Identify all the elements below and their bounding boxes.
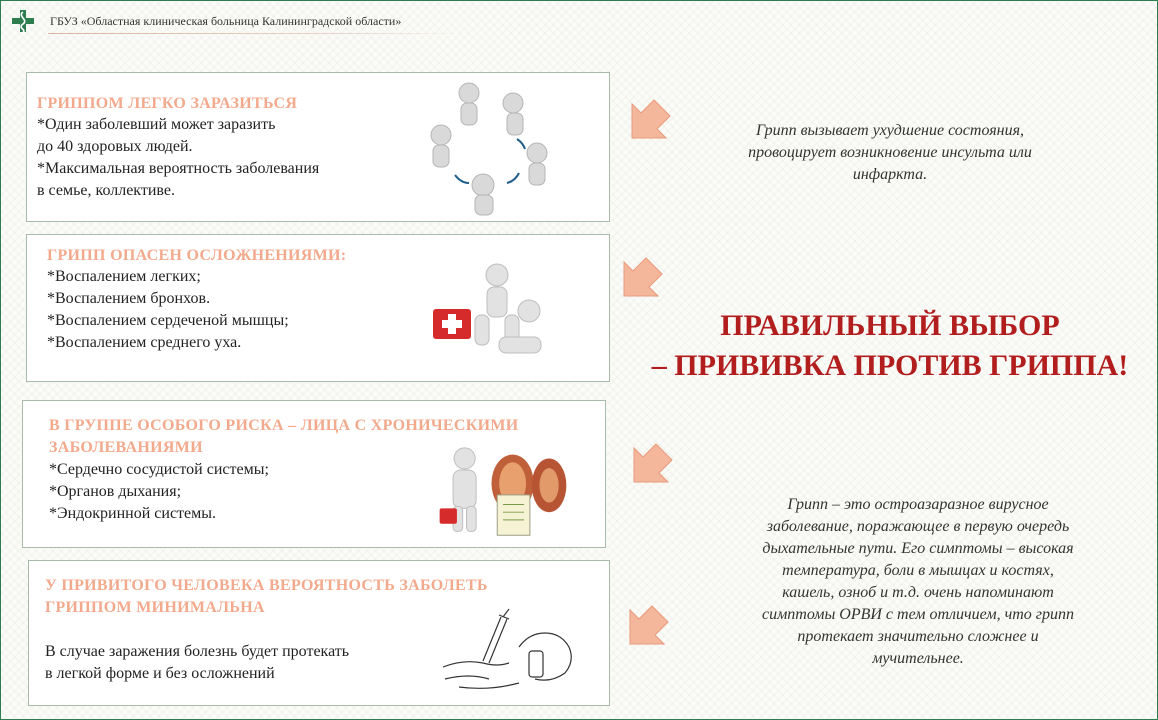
- people-circle-figure: [419, 79, 559, 219]
- box-line: *Эндокринной системы.: [49, 505, 217, 522]
- side-line: кашель, озноб и т.д. очень напоминают: [782, 584, 1054, 601]
- box-line: *Воспалением легких;: [47, 268, 201, 285]
- side-note-bottom: [718, 494, 1118, 670]
- box-line: *Воспалением среднего уха.: [47, 334, 242, 351]
- box-line: *Один заболевший может заразить: [37, 116, 276, 133]
- arrow-down-left-icon: [624, 96, 674, 146]
- side-line: Грипп – это остроазаразное вирусное: [787, 496, 1049, 513]
- box-title-line2: ЗАБОЛЕВАНИЯМИ: [49, 439, 203, 456]
- info-box-risk-group: [22, 400, 606, 548]
- side-line: протекает значительно сложнее и: [797, 628, 1039, 645]
- box-line: *Воспалением бронхов.: [47, 290, 211, 307]
- box-title: ГРИППОМ ЛЕГКО ЗАРАЗИТЬСЯ: [37, 95, 298, 112]
- medical-cross-logo: [10, 8, 36, 34]
- vaccine-syringe-sketch: [439, 607, 579, 697]
- side-line: температура, боли в мышцах и костях,: [782, 562, 1054, 579]
- first-aid-figure: [429, 259, 549, 379]
- box-line: в легкой форме и без осложнений: [45, 665, 275, 682]
- side-line: симптомы ОРВИ с тем отличием, что грипп: [761, 606, 1075, 623]
- box-title: ГРИПП ОПАСЕН ОСЛОЖНЕНИЯМИ:: [47, 247, 347, 264]
- info-box-contagious: [26, 72, 610, 222]
- box-line: *Воспалением сердеченой мышцы;: [47, 312, 289, 329]
- box-line: *Сердечно сосудистой системы;: [49, 461, 269, 478]
- box-line: В случае заражения болезнь будет протекать: [45, 643, 350, 660]
- info-box-vaccinated: [28, 560, 610, 706]
- side-line: заболевание, поражающее в первую очередь: [766, 518, 1070, 535]
- slogan-line2: – ПРИВИВКА ПРОТИВ ГРИППА!: [651, 349, 1129, 382]
- box-line: до 40 здоровых людей.: [37, 138, 193, 155]
- box-line: *Органов дыхания;: [49, 483, 182, 500]
- doctor-kidney-figure: [433, 445, 573, 541]
- header: [8, 6, 458, 36]
- side-note-top: [700, 120, 1080, 186]
- box-title-line2: ГРИППОМ МИНИМАЛЬНА: [45, 599, 265, 616]
- info-box-complications: [26, 234, 610, 382]
- box-title-line1: В ГРУППЕ ОСОБОГО РИСКА – ЛИЦА С ХРОНИЧЕСКИМИ: [49, 417, 519, 434]
- arrow-down-left-icon: [622, 602, 672, 652]
- box-line: в семье, коллективе.: [37, 182, 175, 199]
- arrow-down-left-icon: [626, 440, 676, 490]
- side-line: мучительнее.: [872, 650, 964, 667]
- main-slogan: [620, 306, 1158, 386]
- side-line: дыхательные пути. Его симптомы – высокая: [762, 540, 1074, 557]
- arrow-down-left-icon: [616, 254, 666, 304]
- organization-name: ГБУЗ «Областная клиническая больница Калининградской области»: [50, 14, 402, 28]
- header-divider: [48, 33, 468, 34]
- side-line: инфаркта.: [852, 166, 928, 183]
- box-title-line1: У ПРИВИТОГО ЧЕЛОВЕКА ВЕРОЯТНОСТЬ ЗАБОЛЕТЬ: [45, 577, 488, 594]
- side-line: провоцирует возникновение инсульта или: [748, 144, 1032, 161]
- box-line: *Максимальная вероятность заболевания: [37, 160, 320, 177]
- slogan-line1: ПРАВИЛЬНЫЙ ВЫБОР: [720, 309, 1060, 342]
- side-line: Грипп вызывает ухудшение состояния,: [755, 122, 1025, 139]
